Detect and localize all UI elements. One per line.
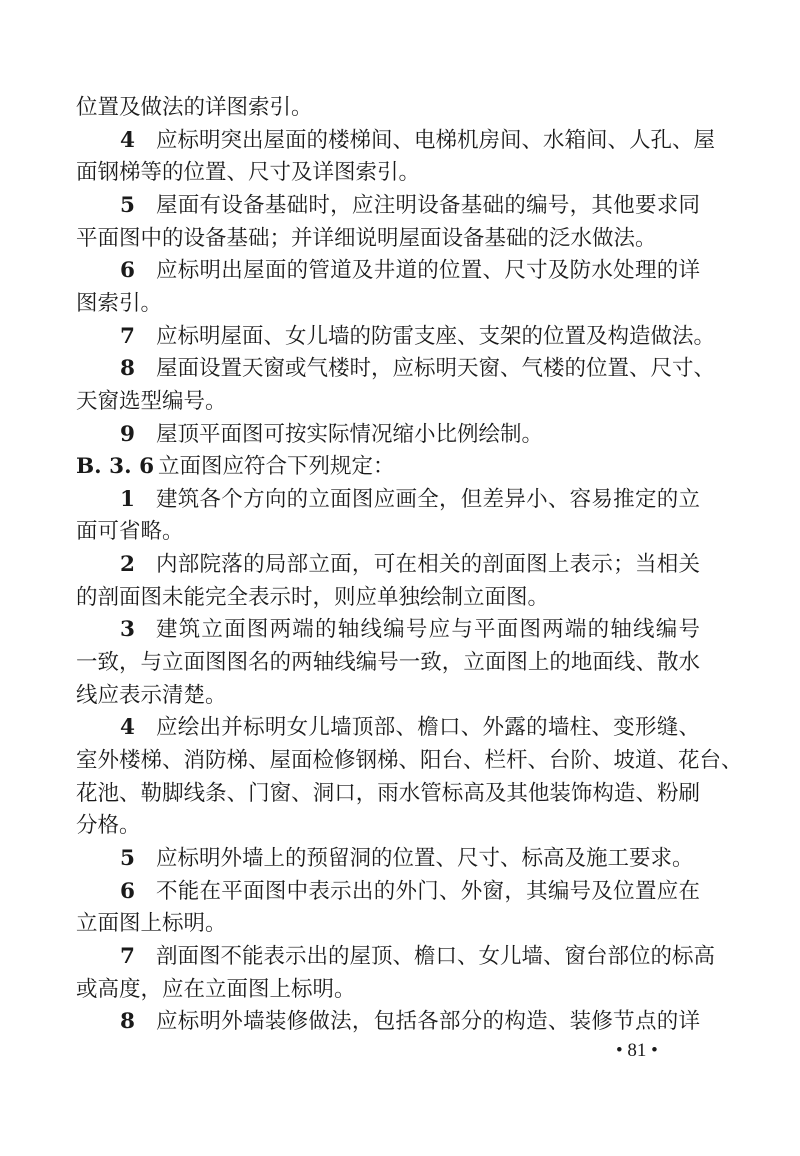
text-line: [120, 550, 700, 580]
text-line: 室外楼梯、消防梯、屋面检修钢梯、阳台、栏杆、台阶、坡道、花台、: [76, 748, 743, 773]
paragraph-text: 屋顶平面图可按实际情况缩小比例绘制。: [156, 421, 544, 447]
text-line: 一致，与立面图图名的两轴线编号一致，立面图上的地面线、散水: [76, 650, 700, 676]
text-line: [120, 713, 700, 743]
item-number: 1: [120, 486, 135, 512]
item-number: 2: [120, 552, 135, 578]
text-line: 天窗选型编号。: [76, 388, 227, 414]
text-line: 立面图上标明。: [76, 911, 227, 937]
text-line: [120, 485, 700, 515]
paragraph-text: 应标明外墙装修做法，包括各部分的构造、装修节点的详: [156, 1009, 700, 1035]
text-line: 分格。: [76, 813, 141, 839]
item-number: 3: [120, 617, 135, 643]
text-line: [120, 191, 700, 221]
text-line: 的剖面图未能完全表示时，则应单独绘制立面图。: [76, 584, 550, 610]
text-line: 面可省略。: [76, 519, 184, 545]
item-number: 5: [120, 845, 135, 871]
paragraph-text: 应标明屋面、女儿墙的防雷支座、支架的位置及构造做法。: [156, 323, 716, 349]
paragraph-text: 不能在平面图中表示出的外门、外窗，其编号及位置应在: [156, 878, 700, 904]
page-number: • 81 •: [616, 1040, 658, 1061]
text-line: [120, 420, 700, 450]
text-line: 花池、勒脚线条、门窗、洞口，雨水管标高及其他装饰构造、粉刷: [76, 780, 700, 806]
text-line: 位置及做法的详图索引。: [76, 95, 313, 120]
paragraph-text: 应标明突出屋面的楼梯间、电梯机房间、水箱间、人孔、屋: [156, 127, 716, 153]
item-number: 6: [120, 878, 135, 904]
paragraph-text: 建筑立面图两端的轴线编号应与平面图两端的轴线编号: [156, 617, 700, 643]
text-line: [120, 256, 700, 286]
text-line: [120, 844, 700, 874]
text-line: [120, 354, 716, 384]
item-number: 4: [120, 127, 135, 153]
text-line: [76, 452, 700, 482]
item-number: 8: [120, 356, 135, 382]
item-number: 6: [120, 258, 135, 284]
item-number: 8: [120, 1009, 135, 1035]
paragraph-text: 应标明外墙上的预留洞的位置、尺寸、标高及施工要求。: [156, 845, 694, 871]
paragraph-text: 应标明出屋面的管道及井道的位置、尺寸及防水处理的详: [156, 258, 700, 284]
text-line: [120, 615, 700, 645]
paragraph-text: 应绘出并标明女儿墙顶部、檐口、外露的墙柱、变形缝、: [156, 715, 700, 741]
text-line: [120, 1007, 700, 1037]
paragraph-text: 建筑各个方向的立面图应画全，但差异小、容易推定的立: [156, 486, 700, 512]
paragraph-text: 内部院落的局部立面，可在相关的剖面图上表示；当相关: [156, 552, 700, 578]
text-line: 面钢梯等的位置、尺寸及详图索引。: [76, 160, 421, 186]
text-line: 或高度，应在立面图上标明。: [76, 976, 356, 1002]
paragraph-text: 剖面图不能表示出的屋顶、檐口、女儿墙、窗台部位的标高: [156, 943, 716, 969]
section-number: B. 3. 6: [76, 454, 155, 480]
text-line: 图索引。: [76, 290, 163, 316]
text-line: [120, 322, 716, 352]
text-line: 平面图中的设备基础；并详细说明屋面设备基础的泛水做法。: [76, 225, 657, 251]
item-number: 7: [120, 323, 135, 349]
text-line: 线应表示清楚。: [76, 682, 227, 708]
text-line: [120, 877, 700, 907]
item-number: 4: [120, 715, 135, 741]
text-line: [120, 942, 716, 972]
paragraph-text: 屋面设置天窗或气楼时，应标明天窗、气楼的位置、尺寸、: [156, 356, 716, 382]
item-number: 9: [120, 421, 135, 447]
item-number: 7: [120, 943, 135, 969]
paragraph-text: 立面图应符合下列规定：: [158, 454, 395, 480]
item-number: 5: [120, 192, 135, 218]
paragraph-text: 屋面有设备基础时，应注明设备基础的编号，其他要求同: [156, 192, 700, 218]
text-line: [120, 126, 716, 156]
